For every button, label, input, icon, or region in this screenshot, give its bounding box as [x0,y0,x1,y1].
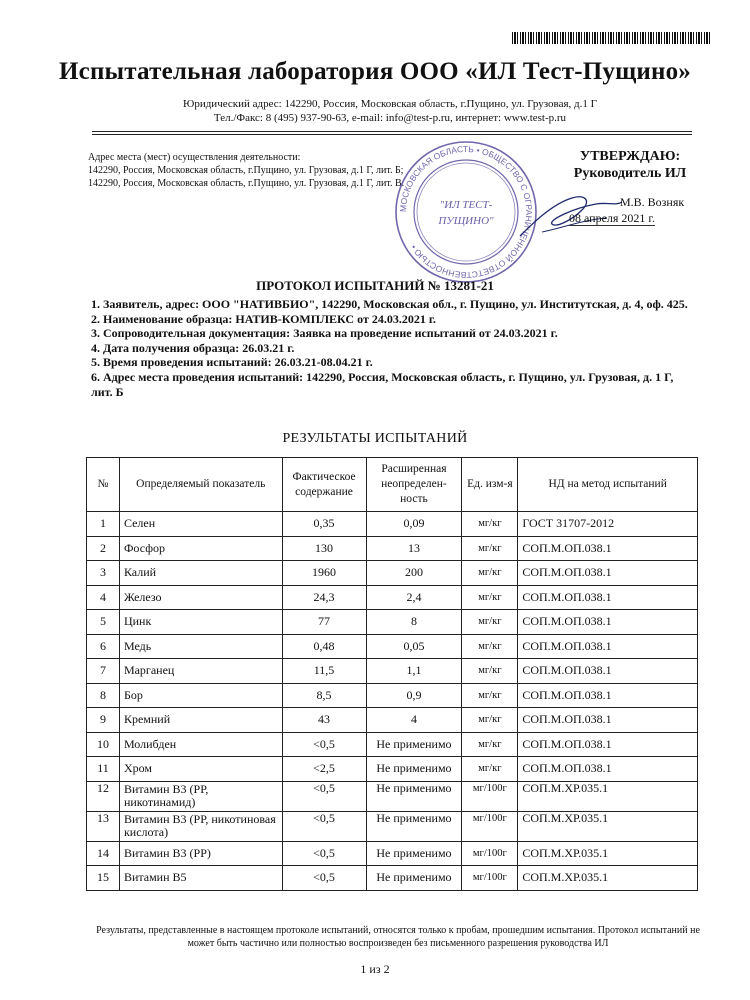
row-indicator: Калий [119,561,282,586]
row-unit: мг/кг [462,683,518,708]
row-unit: мг/100г [462,841,518,866]
protocol-item-test-period: 5. Время проведения испытаний: 26.03.21-08.04.21 г. [91,355,373,370]
column-header-unit: Ед. изм-я [462,458,518,512]
row-num: 3 [87,561,120,586]
row-uncertainty: Не применимо [366,732,462,757]
row-uncertainty: 2,4 [366,585,462,610]
approval-block [560,148,700,182]
table-row [87,841,698,866]
row-indicator: Железо [119,585,282,610]
row-actual-value: 0,48 [282,634,366,659]
row-uncertainty: 0,09 [366,512,462,537]
row-actual-value: <0,5 [282,866,366,891]
stamp-center-line-2: ПУЩИНО" [438,215,494,227]
row-actual-value: <0,5 [282,732,366,757]
row-uncertainty: 4 [366,708,462,733]
row-method: СОП.М.ОП.038.1 [518,732,698,757]
row-num: 11 [87,757,120,782]
approval-signer: М.В. Возняк [620,195,685,209]
row-num: 5 [87,610,120,635]
row-unit: мг/кг [462,634,518,659]
row-unit: мг/100г [462,811,518,841]
row-indicator: Марганец [119,659,282,684]
row-method: СОП.М.ОП.038.1 [518,561,698,586]
row-method: СОП.М.ОП.038.1 [518,585,698,610]
column-header-method: НД на метод испытаний [518,458,698,512]
lab-title: Испытательная лаборатория ООО «ИЛ Тест-Пущино» [59,58,691,85]
footnote: Результаты, представленные в настоящем протоколе испытаний, относятся только к пробам, прошедшим испытания. Протокол испытаний не может быть частично или полностью воспроизведен без письменного разрешения руководства ИЛ [96,925,700,949]
approval-title: УТВЕРЖДАЮ: [579,149,681,164]
table-row [87,811,698,841]
row-actual-value: 11,5 [282,659,366,684]
activity-address-line-1: 142290, Россия, Московская область, г.Пущино, ул. Грузовая, д.1 Г, лит. Б; [88,165,404,176]
activity-address-line-2: 142290, Россия, Московская область, г.Пущино, ул. Грузовая, д.1 Г, лит. В. [88,178,405,189]
row-method: СОП.М.ОП.038.1 [518,683,698,708]
row-actual-value: 8,5 [282,683,366,708]
row-uncertainty: 8 [366,610,462,635]
row-indicator: Бор [119,683,282,708]
protocol-item-applicant: 1. Заявитель, адрес: ООО "НАТИВБИО", 142290, Московская обл., г. Пущино, ул. Институтская, д. 4, оф. 425. [91,297,688,311]
row-unit: мг/100г [462,781,518,811]
table-row [87,561,698,586]
approval-date [569,211,655,226]
row-method: СОП.М.ХР.035.1 [518,841,698,866]
row-uncertainty: 13 [366,536,462,561]
row-indicator: Цинк [119,610,282,635]
row-uncertainty: Не применимо [366,841,462,866]
contacts: Тел./Факс: 8 (495) 937-90-63, e-mail: info@test-p.ru, интернет: www.test-p.ru [213,112,567,124]
table-row [87,585,698,610]
column-header-num: № [87,458,120,512]
row-uncertainty: 200 [366,561,462,586]
table-row [87,732,698,757]
table-row [87,634,698,659]
row-unit: мг/кг [462,610,518,635]
table-row [87,610,698,635]
table-row [87,659,698,684]
table-row [87,757,698,782]
protocol-item-receipt-date: 4. Дата получения образца: 26.03.21 г. [91,340,295,355]
row-actual-value: 130 [282,536,366,561]
header-divider-bottom [92,134,692,135]
row-method: СОП.М.ХР.035.1 [518,866,698,891]
row-num: 13 [87,811,120,841]
page-number: 1 из 2 [360,962,390,976]
row-uncertainty: 0,05 [366,634,462,659]
row-uncertainty: 0,9 [366,683,462,708]
row-uncertainty: Не применимо [366,781,462,811]
column-header-uncertainty: Расширенная неопределен-ность [366,458,462,512]
row-indicator: Селен [119,512,282,537]
row-unit: мг/кг [462,708,518,733]
row-indicator: Витамин В3 (РР) [119,841,282,866]
protocol-item-documentation: 3. Сопроводительная документация: Заявка на проведение испытаний от 24.03.2021 г. [91,326,558,341]
table-row [87,683,698,708]
row-num: 10 [87,732,120,757]
results-table-body [87,512,698,891]
row-num: 14 [87,841,120,866]
row-actual-value: 0,35 [282,512,366,537]
row-method: СОП.М.ХР.035.1 [518,781,698,811]
row-method: СОП.М.ОП.038.1 [518,536,698,561]
row-uncertainty: Не применимо [366,866,462,891]
row-indicator: Хром [119,757,282,782]
row-num: 4 [87,585,120,610]
protocol-info-list [91,297,691,399]
protocol-item-sample-name: 2. Наименование образца: НАТИВ-КОМПЛЕКС от 24.03.2021 г. [91,311,436,326]
barcode [512,32,712,44]
row-unit: мг/кг [462,585,518,610]
table-row [87,536,698,561]
row-unit: мг/кг [462,732,518,757]
legal-address: Юридический адрес: 142290, Россия, Московская область, г.Пущино, ул. Грузовая, д.1 Г [183,98,597,110]
column-header-indicator: Определяемый показатель [119,458,282,512]
row-method: СОП.М.ОП.038.1 [518,634,698,659]
row-indicator: Медь [119,634,282,659]
row-actual-value: <0,5 [282,781,366,811]
row-indicator: Витамин В3 (РР, никотиновая кислота) [119,811,282,841]
row-method: СОП.М.ОП.038.1 [518,659,698,684]
row-num: 2 [87,536,120,561]
row-unit: мг/100г [462,866,518,891]
row-num: 9 [87,708,120,733]
row-indicator: Витамин В5 [119,866,282,891]
header-divider-top [92,131,692,132]
column-header-actual: Фактическое содержание [282,458,366,512]
row-actual-value: <0,5 [282,811,366,841]
row-num: 15 [87,866,120,891]
row-uncertainty: Не применимо [366,757,462,782]
protocol-title: ПРОТОКОЛ ИСПЫТАНИЙ № 13281-21 [256,278,494,293]
stamp-ring-text: МОСКОВСКАЯ ОБЛАСТЬ • ОБЩЕСТВО С ОГРАНИЧЕННОЙ ОТВЕТСТВЕННОСТЬЮ • [397,143,535,281]
row-unit: мг/кг [462,561,518,586]
protocol-item-test-location: 6. Адрес места проведения испытаний: 142290, Россия, Московская область, г. Пущино, ул. Грузовая, д. 1 Г, лит. Б [91,369,674,399]
row-actual-value: 1960 [282,561,366,586]
approval-role: Руководитель ИЛ [573,166,687,181]
row-method: ГОСТ 31707-2012 [518,512,698,537]
row-unit: мг/кг [462,757,518,782]
table-row [87,708,698,733]
row-method: СОП.М.ХР.035.1 [518,811,698,841]
row-unit: мг/кг [462,512,518,537]
table-header-row [87,458,698,512]
table-row [87,512,698,537]
row-num: 8 [87,683,120,708]
row-actual-value: 43 [282,708,366,733]
row-num: 7 [87,659,120,684]
row-method: СОП.М.ОП.038.1 [518,757,698,782]
row-actual-value: <2,5 [282,757,366,782]
approval-date-text: 08 апреля 2021 г. [569,211,655,225]
row-num: 12 [87,781,120,811]
row-unit: мг/кг [462,536,518,561]
row-indicator: Витамин В3 (РР, никотинамид) [119,781,282,811]
row-unit: мг/кг [462,659,518,684]
row-uncertainty: Не применимо [366,811,462,841]
table-row [87,866,698,891]
row-actual-value: <0,5 [282,841,366,866]
row-method: СОП.М.ОП.038.1 [518,708,698,733]
row-indicator: Кремний [119,708,282,733]
row-indicator: Молибден [119,732,282,757]
activity-address-label: Адрес места (мест) осуществления деятельности: [88,152,301,163]
table-row [87,781,698,811]
results-table [86,457,698,891]
row-actual-value: 24,3 [282,585,366,610]
row-method: СОП.М.ОП.038.1 [518,610,698,635]
stamp-center-line-1: "ИЛ ТЕСТ- [439,199,493,211]
row-num: 1 [87,512,120,537]
activity-address [88,151,428,190]
row-actual-value: 77 [282,610,366,635]
row-indicator: Фосфор [119,536,282,561]
results-title: РЕЗУЛЬТАТЫ ИСПЫТАНИЙ [282,431,468,446]
row-num: 6 [87,634,120,659]
row-uncertainty: 1,1 [366,659,462,684]
